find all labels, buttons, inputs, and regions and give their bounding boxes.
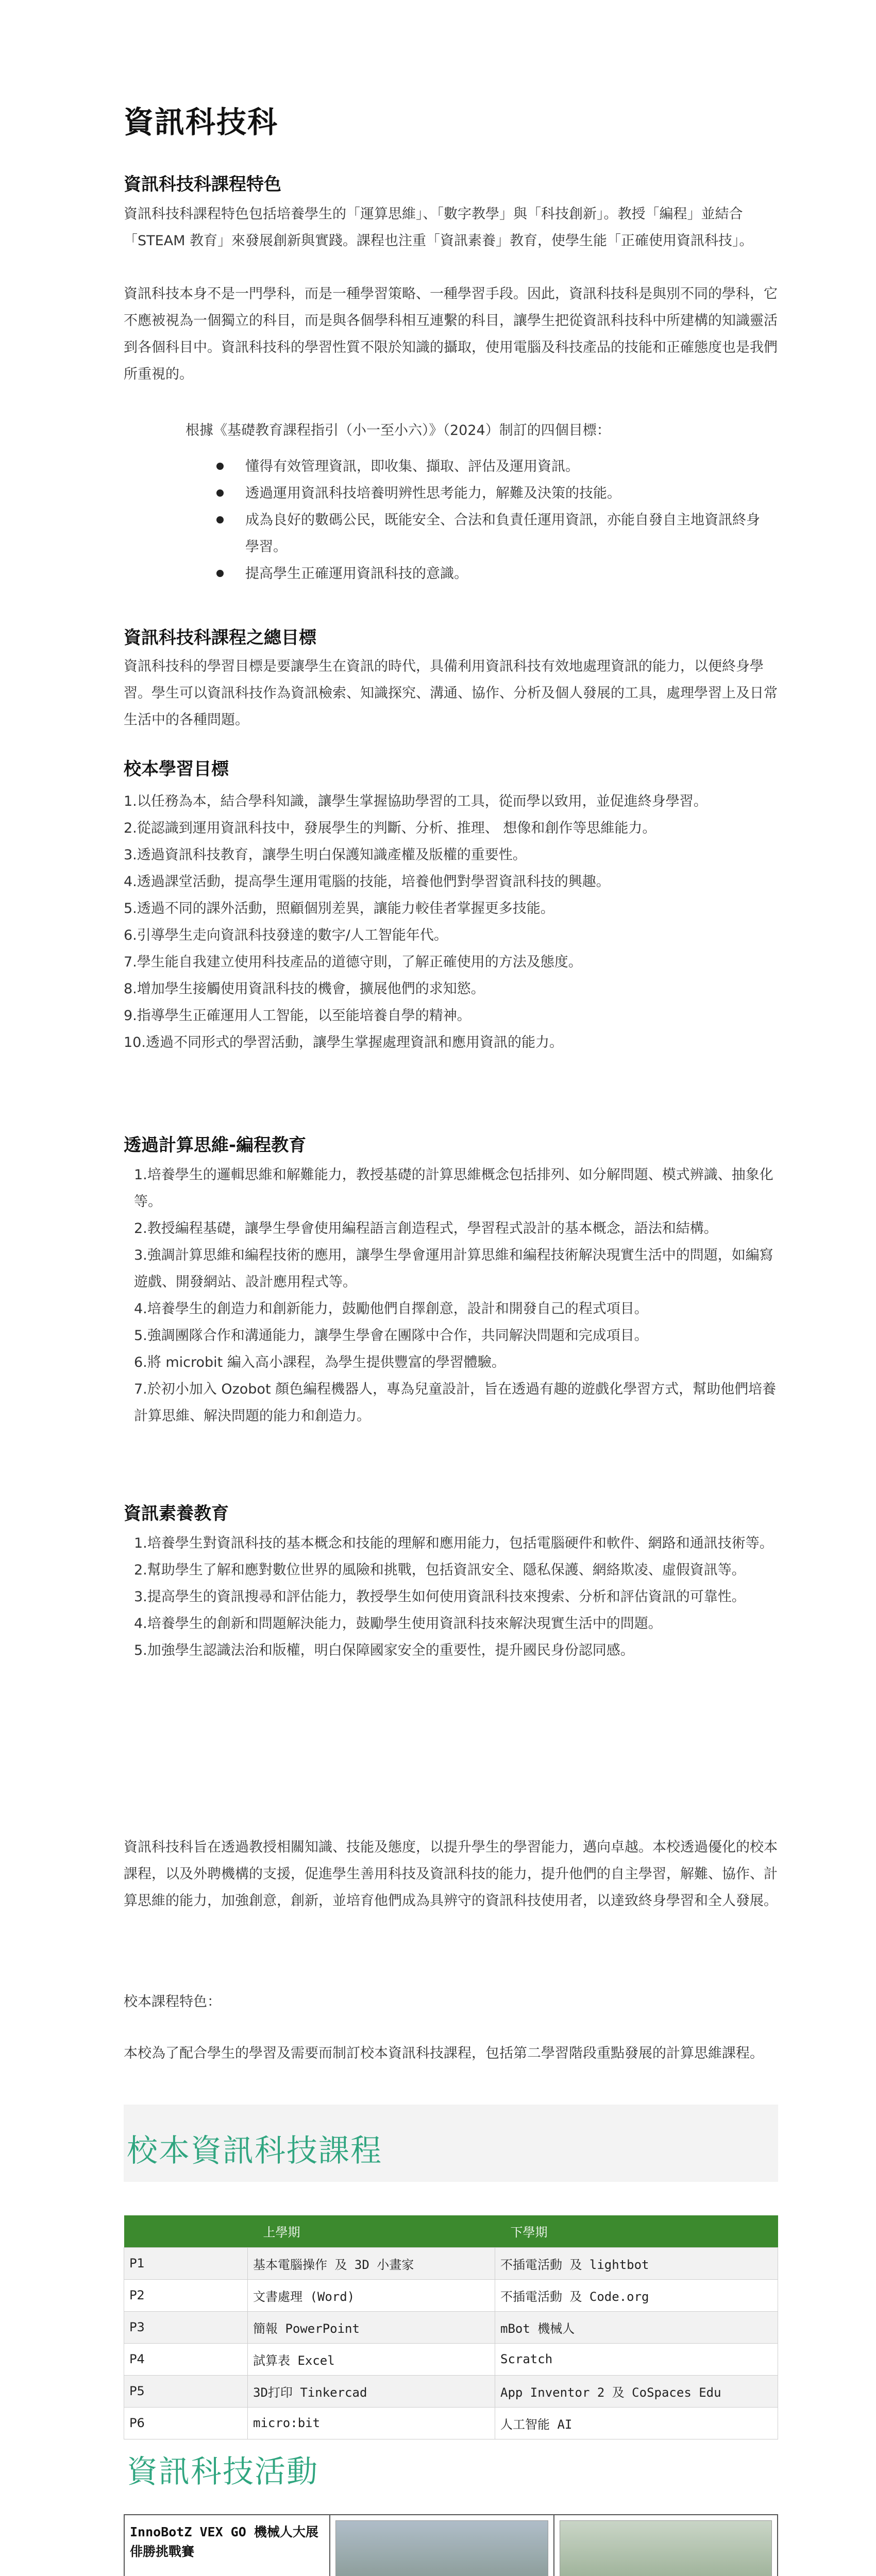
closing-paragraph-2: 校本課程特色： xyxy=(124,1994,221,2010)
first-term-cell: 文書處理 (Word) xyxy=(248,2279,495,2311)
second-term-cell: 不插電活動 及 Code.org xyxy=(495,2279,778,2311)
header-cell-second-term: 下學期 xyxy=(495,2215,778,2247)
list-item: 3.強調計算思維和編程技術的應用，讓學生學會運用計算思維和編程技術解決現實生活中的問題，如編寫遊戲、開發網站、設計應用程式等。 xyxy=(134,1247,773,1290)
page-title: 資訊科技科 xyxy=(124,105,279,140)
second-term-cell: Scratch xyxy=(495,2343,778,2375)
list-item: 6.引導學生走向資訊科技發達的數字/人工智能年代。 xyxy=(124,927,448,943)
literacy-list xyxy=(134,1530,778,1664)
list-item: 4.培養學生的創造力和創新能力，鼓勵他們自擇創意，設計和開發自己的程式項目。 xyxy=(134,1301,648,1317)
list-item: 1.以任務為本，結合學科知識，讓學生掌握協助學習的工具，從而學以致用，並促進終身學習。 xyxy=(124,793,707,809)
photo-cell xyxy=(554,2515,778,2576)
grade-cell: P1 xyxy=(124,2247,248,2279)
grade-cell: P4 xyxy=(124,2343,248,2375)
intro-paragraph-1: 資訊科技科課程特色包括培養學生的「運算思維」、「數字教學」與「科技創新」。教授「編程」並結合「STEAM 教育」來發展創新與實踐。課程也注重「資訊素養」教育，使學生能「正確使用資訊科技」。 xyxy=(124,206,753,249)
list-item: 提高學生正確運用資訊科技的意識。 xyxy=(216,561,763,587)
table-row xyxy=(124,2343,778,2375)
activity-photo xyxy=(560,2520,772,2576)
list-item: 2.從認識到運用資訊科技中，發展學生的判斷、分析、推理、 想像和創作等思維能力。 xyxy=(124,820,656,836)
header-cell-blank xyxy=(124,2215,248,2247)
list-item: 7.學生能自我建立使用科技產品的道德守則，了解正確使用的方法及態度。 xyxy=(124,954,582,970)
list-item: 7.於初小加入 Ozobot 顏色編程機器人，專為兒童設計，旨在透過有趣的遊戲化學習方式，幫助他們培養計算思維、解決問題的能力和創造力。 xyxy=(134,1381,777,1424)
intro-paragraph-2: 資訊科技本身不是一門學科，而是一種學習策略、一種學習手段。因此，資訊科技科是與別不同的學科，它不應被視為一個獨立的科目，而是與各個學科相互連繫的科目，讓學生把從資訊科技科中所建構的知識靈活到各個科目中。資訊科技科的學習性質不限於知識的攝取，使用電腦及科技產品的技能和正確態度也是我們所重視的。 xyxy=(124,286,778,382)
list-item: 5.加強學生認識法治和版權，明白保障國家安全的重要性，提升國民身份認同感。 xyxy=(134,1642,634,1658)
intro-paragraph-3: 根據《基礎教育課程指引（小一至小六）》（2024）制訂的四個目標： xyxy=(186,422,611,438)
course-heading: 校本資訊科技課程 xyxy=(127,2133,382,2169)
grade-cell: P5 xyxy=(124,2375,248,2407)
list-item: 5.強調團隊合作和溝通能力，讓學生學會在團隊中合作，共同解決問題和完成項目。 xyxy=(134,1328,648,1344)
list-item: 9.指導學生正確運用人工智能，以至能培養自學的精神。 xyxy=(124,1008,471,1024)
second-term-cell: 人工智能 AI xyxy=(495,2407,778,2439)
table-row xyxy=(124,2515,778,2576)
list-item: 4.培養學生的創新和問題解決能力，鼓勵學生使用資訊科技來解決現實生活中的問題。 xyxy=(134,1616,662,1632)
photo-cell xyxy=(330,2515,553,2576)
table-row xyxy=(124,2279,778,2311)
list-item: 懂得有效管理資訊，即收集、擷取、評估及運用資訊。 xyxy=(216,453,763,480)
list-item: 透過運用資訊科技培養明辨性思考能力，解難及決策的技能。 xyxy=(216,480,763,507)
list-item: 1.培養學生的邏輯思維和解難能力，教授基礎的計算思維概念包括排列、如分解問題、模式辨識、抽象化等。 xyxy=(134,1167,773,1210)
first-term-cell: 基本電腦操作 及 3D 小畫家 xyxy=(248,2247,495,2279)
computational-list xyxy=(134,1162,778,1430)
table-row xyxy=(124,2247,778,2279)
closing-paragraph-3: 本校為了配合學生的學習及需要而制訂校本資訊科技課程，包括第二學習階段重點發展的計算思維課程。 xyxy=(124,2045,764,2061)
activities-heading: 資訊科技活動 xyxy=(127,2454,318,2490)
table-row xyxy=(124,2311,778,2343)
activity-label: InnoBotZ VEX GO 機械人大展俳勝挑戰賽 xyxy=(124,2515,330,2576)
intro-heading: 資訊科技科課程特色 xyxy=(124,174,281,195)
list-item: 6.將 microbit 編入高小課程，為學生提供豐富的學習體驗。 xyxy=(134,1354,506,1370)
school-goals-list xyxy=(124,788,778,1056)
activities-table xyxy=(124,2514,778,2576)
grade-cell: P6 xyxy=(124,2407,248,2439)
list-item: 2.幫助學生了解和應對數位世界的風險和挑戰，包括資訊安全、隱私保護、網絡欺凌、虛假資訊等。 xyxy=(134,1562,746,1578)
header-cell-first-term: 上學期 xyxy=(248,2215,495,2247)
course-table xyxy=(124,2215,778,2439)
second-term-cell: mBot 機械人 xyxy=(495,2311,778,2343)
intro-bullet-list xyxy=(216,453,763,587)
list-item: 1.培養學生對資訊科技的基本概念和技能的理解和應用能力，包括電腦硬件和軟件、網路和通訊技術等。 xyxy=(134,1535,773,1551)
list-item: 4.透過課堂活動，提高學生運用電腦的技能，培養他們對學習資訊科技的興趣。 xyxy=(124,874,610,890)
second-term-cell: App Inventor 2 及 CoSpaces Edu xyxy=(495,2375,778,2407)
grade-cell: P2 xyxy=(124,2279,248,2311)
first-term-cell: 3D打印 Tinkercad xyxy=(248,2375,495,2407)
first-term-cell: 簡報 PowerPoint xyxy=(248,2311,495,2343)
list-item: 2.教授編程基礎，讓學生學會使用編程語言創造程式，學習程式設計的基本概念，語法和結構。 xyxy=(134,1221,718,1236)
list-item: 3.透過資訊科技教育，讓學生明白保護知識產權及版權的重要性。 xyxy=(124,847,527,863)
first-term-cell: micro:bit xyxy=(248,2407,495,2439)
table-row xyxy=(124,2375,778,2407)
list-item: 成為良好的數碼公民，既能安全、合法和負責任運用資訊，亦能自發自主地資訊終身學習。 xyxy=(216,507,763,561)
table-row xyxy=(124,2407,778,2439)
grade-cell: P3 xyxy=(124,2311,248,2343)
course-banner xyxy=(124,2105,778,2182)
list-item: 3.提高學生的資訊搜尋和評估能力，教授學生如何使用資訊科技來搜索、分析和評估資訊的可靠性。 xyxy=(134,1589,746,1605)
first-term-cell: 試算表 Excel xyxy=(248,2343,495,2375)
literacy-heading: 資訊素養教育 xyxy=(124,1503,229,1524)
computational-heading: 透過計算思維-編程教育 xyxy=(124,1135,307,1156)
overall-goal-heading: 資訊科技科課程之總目標 xyxy=(124,628,316,648)
activity-photo xyxy=(335,2520,548,2576)
table-header-row xyxy=(124,2215,778,2247)
school-goals-heading: 校本學習目標 xyxy=(124,759,229,779)
closing-paragraph-1: 資訊科技科旨在透過教授相關知識、技能及態度，以提升學生的學習能力，邁向卓越。本校透過優化的校本課程，以及外聘機構的支援，促進學生善用科技及資訊科技的能力，提升他們的自主學習，解難、協作、計算思維的能力，加強創意，創新，並培育他們成為具辨守的資訊科技使用者，以達致終身學習和全人發展。 xyxy=(124,1839,778,1909)
list-item: 10.透過不同形式的學習活動，讓學生掌握處理資訊和應用資訊的能力。 xyxy=(124,1035,563,1050)
overall-goal-text: 資訊科技科的學習目標是要讓學生在資訊的時代，具備利用資訊科技有效地處理資訊的能力，以便終身學習。學生可以資訊科技作為資訊檢索、知識探究、溝通、協作、分析及個人發展的工具，處理學習上及日常生活中的各種問題。 xyxy=(124,658,778,728)
list-item: 5.透過不同的課外活動，照顧個別差異，讓能力較佳者掌握更多技能。 xyxy=(124,901,554,917)
second-term-cell: 不插電活動 及 lightbot xyxy=(495,2247,778,2279)
list-item: 8.增加學生接觸使用資訊科技的機會，擴展他們的求知慾。 xyxy=(124,981,485,997)
